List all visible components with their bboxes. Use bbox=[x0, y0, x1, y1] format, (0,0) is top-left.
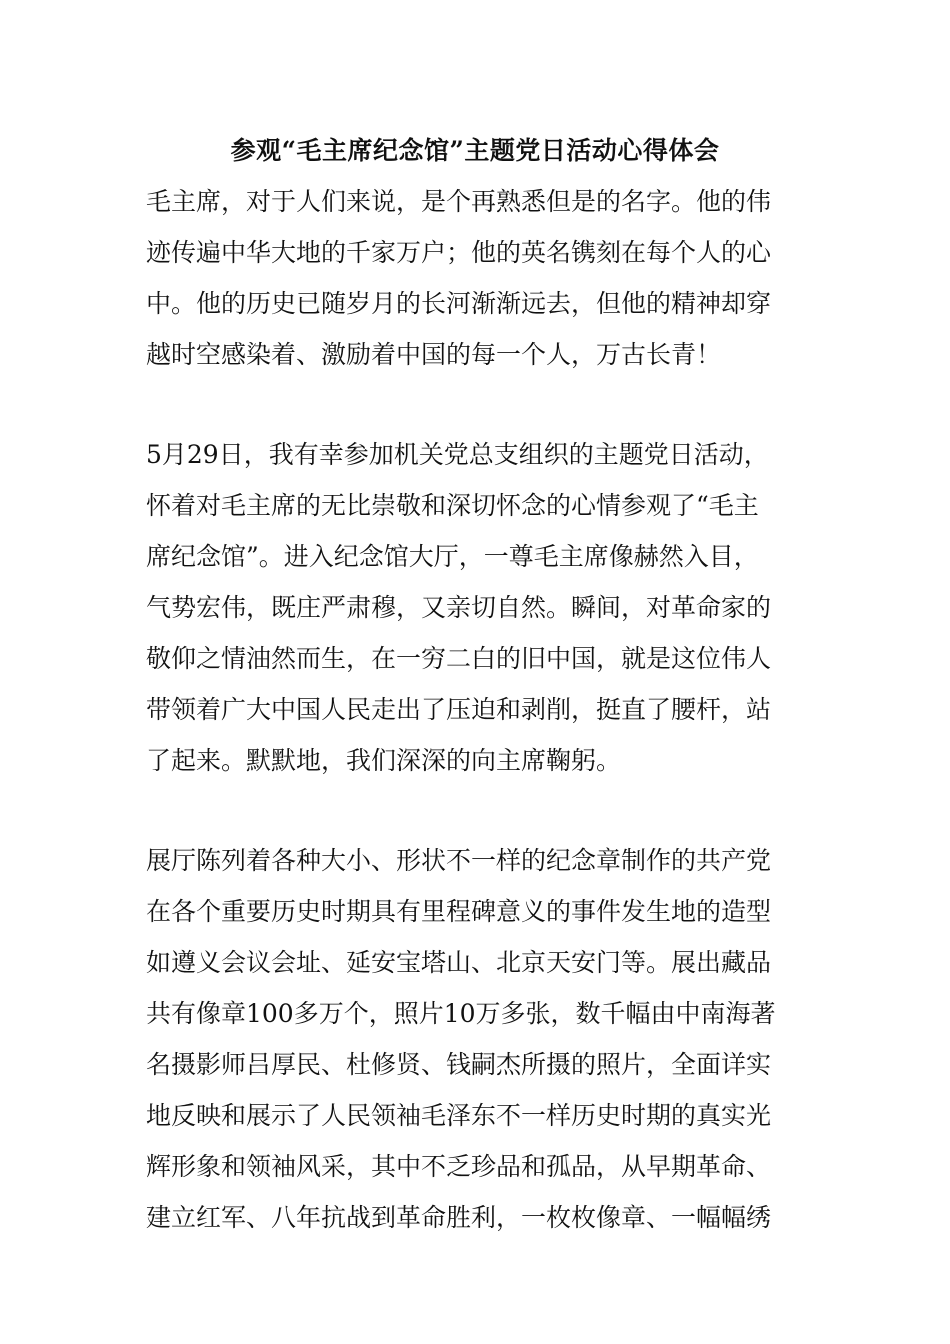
text-line: 迹传遍中华大地的千家万户；他的英名镌刻在每个人的心 bbox=[146, 238, 772, 267]
text-line: 气势宏伟，既庄严肃穆，又亲切自然。瞬间，对革命家的 bbox=[146, 593, 772, 622]
text-line: 共有像章100多万个，照片10万多张，数千幅由中南海著 bbox=[146, 999, 776, 1028]
text-line: 怀着对毛主席的无比崇敬和深切怀念的心情参观了“毛主 bbox=[146, 491, 759, 520]
paragraph-3 bbox=[146, 835, 806, 1243]
text-line: 敬仰之情油然而生，在一穷二白的旧中国，就是这位伟人 bbox=[146, 644, 772, 673]
text-line: 地反映和展示了人民领袖毛泽东不一样历史时期的真实光 bbox=[146, 1101, 772, 1130]
text-line: 展厅陈列着各种大小、形状不一样的纪念章制作的共产党 bbox=[146, 846, 772, 875]
text-line: 了起来。默默地，我们深深的向主席鞠躬。 bbox=[146, 746, 622, 775]
text-line: 越时空感染着、激励着中国的每一个人，万古长青！ bbox=[146, 340, 722, 369]
text-line: 毛主席，对于人们来说，是个再熟悉但是的名字。他的伟 bbox=[146, 187, 772, 216]
paragraph-spacer bbox=[146, 786, 806, 835]
paragraph-2 bbox=[146, 429, 806, 786]
document-title: 参观“毛主席纪念馆”主题党日活动心得体会 bbox=[230, 136, 720, 165]
text-line: 如遵义会议会址、延安宝塔山、北京天安门等。展出藏品 bbox=[146, 948, 772, 977]
text-line: 名摄影师吕厚民、杜修贤、钱嗣杰所摄的照片，全面详实 bbox=[146, 1050, 772, 1079]
paragraph-spacer bbox=[146, 380, 806, 429]
text-line: 席纪念馆”。进入纪念馆大厅，一尊毛主席像赫然入目， bbox=[146, 542, 759, 571]
text-line: 在各个重要历史时期具有里程碑意义的事件发生地的造型 bbox=[146, 897, 772, 926]
paragraph-1 bbox=[146, 176, 806, 380]
text-line: 带领着广大中国人民走出了压迫和剥削，挺直了腰杆，站 bbox=[146, 695, 772, 724]
text-line: 5月29日，我有幸参加机关党总支组织的主题党日活动， bbox=[146, 440, 769, 469]
text-line: 中。他的历史已随岁月的长河渐渐远去，但他的精神却穿 bbox=[146, 289, 772, 318]
text-line: 辉形象和领袖风采，其中不乏珍品和孤品，从早期革命、 bbox=[146, 1152, 772, 1181]
text-line: 建立红军、八年抗战到革命胜利，一枚枚像章、一幅幅绣 bbox=[146, 1203, 772, 1232]
document-body bbox=[146, 176, 806, 1243]
